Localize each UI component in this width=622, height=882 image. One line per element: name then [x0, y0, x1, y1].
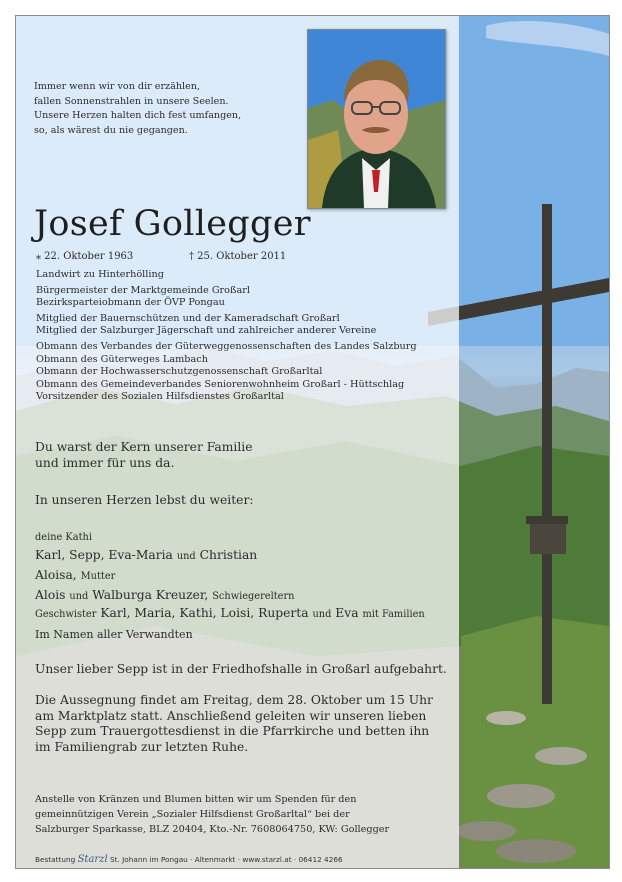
- title-line: Obmann des Verbandes der Güterweggenossenschaften des Landes Salzburg: [36, 340, 417, 352]
- title-line: Obmann des Gemeindeverbandes Seniorenwohnheim Großarl - Hüttschlag: [36, 378, 405, 390]
- message-line: und immer für uns da.: [35, 455, 175, 470]
- title-line: Bezirksparteiobmann der ÖVP Pongau: [36, 297, 225, 309]
- title-line: Mitglied der Bauernschützen und der Kameradschaft Großarl: [36, 312, 340, 324]
- donation-line: Anstelle von Kränzen und Blumen bitten wir um Spenden für den: [35, 794, 357, 805]
- title-line: Obmann des Güterweges Lambach: [36, 353, 208, 365]
- laid-out-notice: Unser lieber Sepp ist in der Friedhofshalle in Großarl aufgebahrt.: [35, 662, 447, 676]
- family-intro: In unseren Herzen lebst du weiter:: [35, 493, 254, 507]
- family-inlaws: Alois und Walburga Kreuzer, Schwiegereltern: [35, 588, 295, 602]
- title-line: Bürgermeister der Marktgemeinde Großarl: [36, 284, 250, 296]
- family-siblings: Geschwister Karl, Maria, Kathi, Loisi, Ruperta und Eva mit Familien: [35, 606, 425, 620]
- family-mother: Aloisa, Mutter: [35, 568, 116, 582]
- funeral-home-logo: Starzl: [77, 854, 108, 865]
- funeral-line: Sepp zum Trauergottesdienst in die Pfarrkirche und betten ihn: [35, 724, 430, 738]
- donation-line: Salzburger Sparkasse, BLZ 20404, Kto.-Nr. 7608064750, KW: Gollegger: [35, 824, 390, 835]
- life-dates: [36, 251, 287, 262]
- funeral-details: [35, 693, 433, 755]
- title-line: Obmann der Hochwasserschutzgenossenschaft Großarltal: [36, 366, 323, 378]
- quote-line: Unsere Herzen halten dich fest umfangen,: [34, 110, 242, 121]
- titles-list: [36, 269, 417, 407]
- funeral-line: im Familiengrab zur letzten Ruhe.: [35, 739, 249, 754]
- memorial-quote: [34, 80, 241, 138]
- family-message: [35, 440, 253, 471]
- quote-line: so, als wärest du nie gegangen.: [34, 124, 188, 136]
- footer-contact: St. Johann im Pongau · Altenmarkt · www.starzl.at · 06412 4266: [109, 855, 343, 864]
- title-line: Mitglied der Salzburger Jägerschaft und zahlreicher anderer Vereine: [36, 325, 377, 337]
- title-group: [36, 341, 417, 404]
- quote-line: Immer wenn wir von dir erzählen,: [34, 81, 200, 92]
- footer-prefix: Bestattung: [35, 855, 76, 864]
- title-group: [36, 313, 417, 338]
- title-group: [36, 269, 417, 282]
- title-line: Vorsitzender des Sozialen Hilfsdienstes Großarltal: [36, 391, 284, 403]
- family-children: Karl, Sepp, Eva-Maria und Christian: [35, 548, 258, 562]
- deceased-name: Josef Gollegger: [34, 204, 311, 244]
- death-date: † 25. Oktober 2011: [189, 251, 287, 262]
- funeral-line: am Marktplatz statt. Anschließend geleiten wir unseren lieben: [35, 708, 427, 723]
- message-line: Du warst der Kern unserer Familie: [35, 440, 253, 454]
- birth-date: ⁎ 22. Oktober 1963: [36, 251, 134, 262]
- donation-line: gemeinnützigen Verein „Sozialer Hilfsdienst Großarltal“ bei der: [35, 809, 350, 820]
- family-spouse: deine Kathi: [35, 532, 92, 543]
- family-relatives: Im Namen aller Verwandten: [35, 628, 193, 641]
- donation-note: [35, 792, 389, 837]
- quote-line: fallen Sonnenstrahlen in unsere Seelen.: [34, 95, 229, 107]
- title-group: [36, 285, 417, 310]
- obituary-card: [15, 15, 610, 869]
- obituary-text-panel: [16, 16, 459, 868]
- title-line: Landwirt zu Hinterhölling: [36, 269, 164, 280]
- portrait-photo: [307, 29, 446, 209]
- funeral-home-footer: [35, 854, 343, 865]
- funeral-line: Die Aussegnung findet am Freitag, dem 28. Oktober um 15 Uhr: [35, 693, 433, 707]
